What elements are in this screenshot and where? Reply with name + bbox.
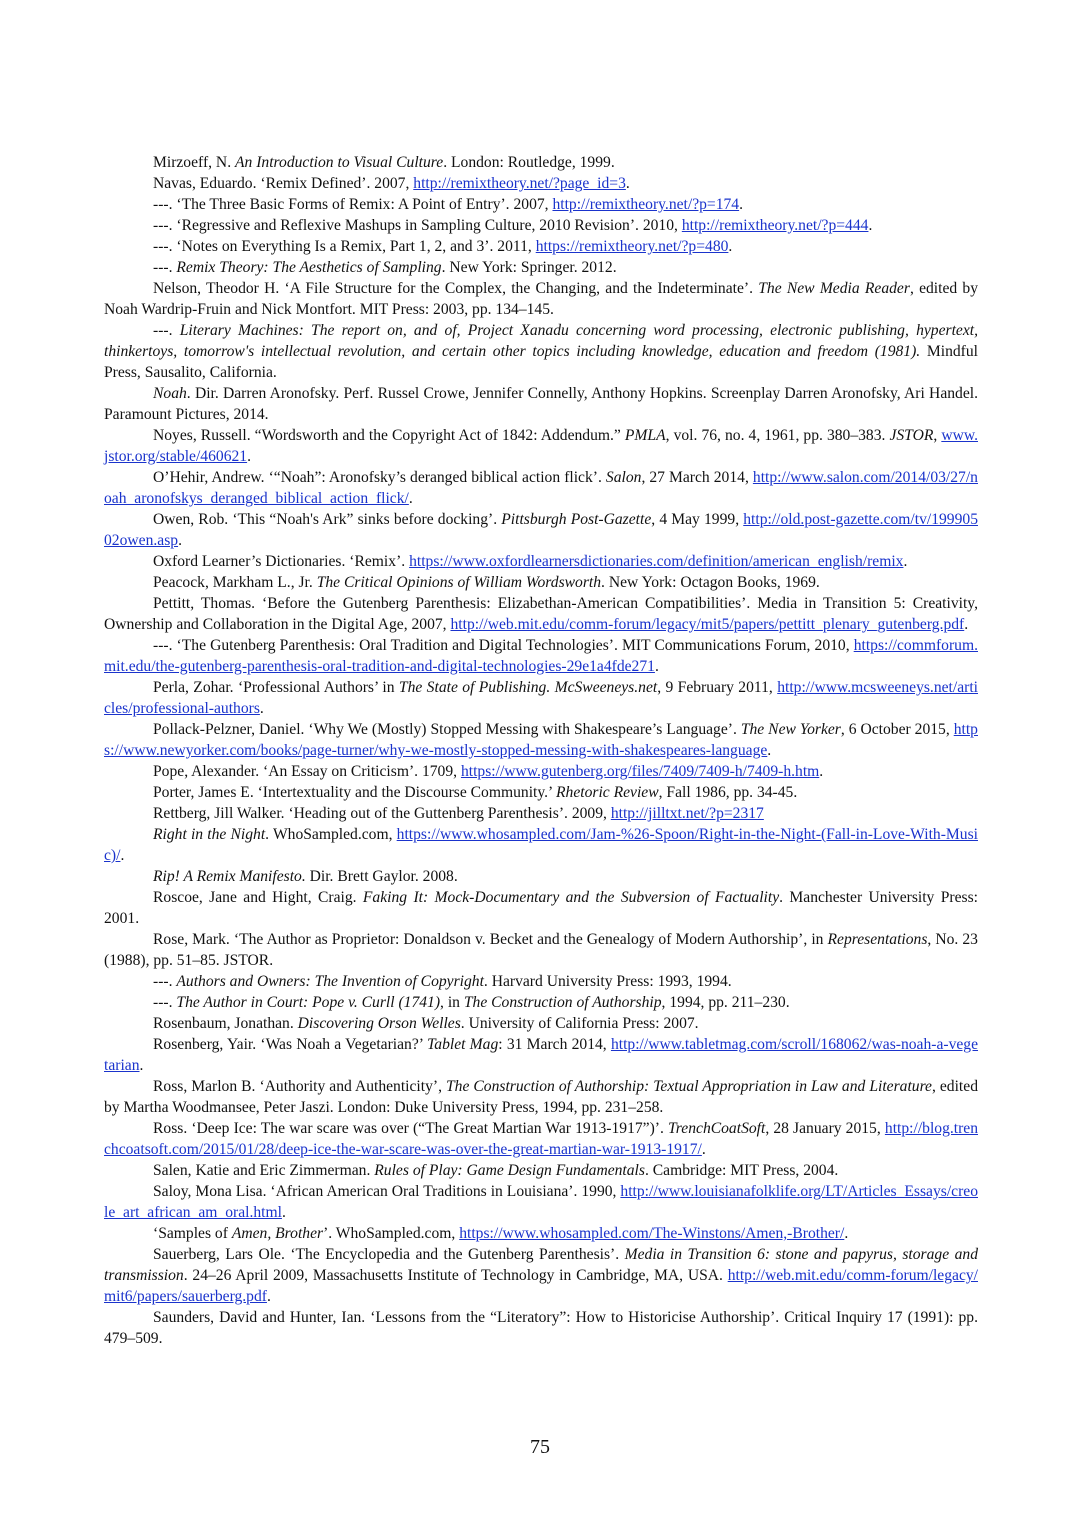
reference-text: Oxford Learner’s Dictionaries. ‘Remix’. <box>153 553 410 570</box>
reference-text: Navas, Eduardo. ‘Remix Defined’. 2007, <box>153 175 414 192</box>
reference-entry <box>104 887 978 929</box>
reference-text: , 28 January 2015, <box>765 1120 885 1137</box>
reference-text: . <box>728 238 733 255</box>
reference-text: ---. ‘The Three Basic Forms of Remix: A Point of Entry’. 2007, <box>153 196 553 213</box>
reference-link[interactable]: http://old.post-gazette.com/tv/19990502owen.asp <box>104 511 978 549</box>
reference-text: , edited by Noah Wardrip-Fruin and Nick Montfort. MIT Press: 2003, pp. 134–145. <box>104 280 979 318</box>
reference-text: . <box>654 658 659 675</box>
reference-link[interactable]: www.jstor.org/stable/460621 <box>104 427 978 465</box>
reference-title: Rules of Play: Game Design Fundamentals <box>374 1162 645 1179</box>
reference-text: , No. 23 (1988), pp. 51–85. JSTOR. <box>104 931 978 969</box>
reference-text: Ross. ‘Deep Ice: The war scare was over (“The Great Martian War 1913-1917”)’. <box>153 1120 668 1137</box>
reference-title: Tablet Mag <box>427 1036 499 1053</box>
reference-text: , 9 February 2011, <box>657 679 778 696</box>
reference-text: . <box>819 763 824 780</box>
reference-title: JSTOR <box>889 427 934 444</box>
reference-text: , 4 May 1999, <box>651 511 744 528</box>
reference-text: ---. ‘Notes on Everything Is a Remix, Part 1, 2, and 3’. 2011, <box>153 238 536 255</box>
reference-text: Owen, Rob. ‘This “Noah's Ark” sinks before docking’. <box>153 511 502 528</box>
reference-text: Sauerberg, Lars Ole. ‘The Encyclopedia and the Gutenberg Parenthesis’. <box>153 1246 625 1263</box>
reference-text: Mirzoeff, N. <box>153 154 235 171</box>
reference-title: Faking It: Mock-Documentary and the Subversion of Factuality <box>362 889 780 906</box>
reference-title: The Author in Court: Pope v. Curll (1741) <box>176 994 441 1011</box>
reference-text: . <box>281 1204 286 1221</box>
reference-text: ‘Samples of <box>153 1225 232 1242</box>
reference-text: Rosenberg, Yair. ‘Was Noah a Vegetarian?’ <box>153 1036 428 1053</box>
reference-entry <box>104 320 978 383</box>
reference-text: Dir. Brett Gaylor. 2008. <box>305 868 458 885</box>
reference-text: , in <box>440 994 464 1011</box>
reference-entry <box>104 1160 978 1181</box>
reference-link[interactable]: https://www.newyorker.com/books/page-turner/why-we-mostly-stopped-messing-with-shakespeares-language <box>104 721 978 759</box>
reference-entry <box>104 719 978 761</box>
reference-text: . London: Routledge, 1999. <box>443 154 615 171</box>
reference-title: Discovering Orson Welles <box>297 1015 461 1032</box>
reference-text: ---. <box>153 322 180 339</box>
reference-title: Salon <box>605 469 642 486</box>
reference-text: Pope, Alexander. ‘An Essay on Criticism’. 1709, <box>153 763 461 780</box>
reference-entry <box>104 782 978 803</box>
reference-link[interactable]: http://web.mit.edu/comm-forum/legacy/mit6/papers/sauerberg.pdf <box>104 1267 978 1305</box>
reference-entry <box>104 1244 978 1307</box>
reference-title: The Critical Opinions of William Wordsworth <box>316 574 602 591</box>
reference-link[interactable]: https://www.whosampled.com/The-Winstons/Amen,-Brother/ <box>459 1225 845 1242</box>
reference-text: : 31 March 2014, <box>498 1036 611 1053</box>
reference-title: Right in the Night <box>153 826 266 843</box>
reference-text: Porter, James E. ‘Intertextuality and the Discourse Community.’ <box>153 784 556 801</box>
reference-text: . <box>767 742 772 759</box>
reference-text: , vol. 76, no. 4, 1961, pp. 380–383. <box>665 427 890 444</box>
reference-title: Literary Machines: The report on, and of, Project Xanadu concerning word processing, electronic publishing, hypertext, thinkertoys, tomorrow's intellectual revolution, and certain other topics including knowledge, education and freedom (1981). <box>104 322 978 360</box>
reference-entry <box>104 1076 978 1118</box>
reference-title: Media in Transition 6: stone and papyrus, storage and transmission <box>104 1246 978 1284</box>
reference-text: . <box>408 490 413 507</box>
reference-title: Rip! A Remix Manifesto. <box>153 868 306 885</box>
reference-text: . Cambridge: MIT Press, 2004. <box>644 1162 839 1179</box>
reference-entry <box>104 425 978 467</box>
reference-text: , 1994, pp. 211–230. <box>661 994 790 1011</box>
reference-entry <box>104 635 978 677</box>
reference-text: Rettberg, Jill Walker. ‘Heading out of the Guttenberg Parenthesis’. 2009, <box>153 805 611 822</box>
reference-text: . University of California Press: 2007. <box>460 1015 699 1032</box>
reference-text: Saunders, David and Hunter, Ian. ‘Lessons from the “Literatory”: How to Historicise Authorship’. Critical Inquiry 17 (1991): pp. 479–509. <box>104 1309 978 1347</box>
reference-entry <box>104 383 978 425</box>
reference-entry <box>104 866 978 887</box>
reference-entry <box>104 992 978 1013</box>
reference-entry <box>104 677 978 719</box>
reference-text: . <box>903 553 908 570</box>
reference-title: PMLA <box>624 427 666 444</box>
reference-text: , edited by Martha Woodmansee, Peter Jaszi. London: Duke University Press, 1994, pp. 231–258. <box>104 1078 978 1116</box>
reference-title: The State of Publishing. McSweeneys.net <box>398 679 658 696</box>
reference-link[interactable]: http://www.salon.com/2014/03/27/noah_aronofskys_deranged_biblical_action_flick/ <box>104 469 978 507</box>
reference-text: . <box>178 532 182 549</box>
reference-title: Pittsburgh Post-Gazette <box>501 511 652 528</box>
reference-entry <box>104 1307 978 1349</box>
reference-link[interactable]: http://remixtheory.net/?p=444 <box>681 217 869 234</box>
reference-text: Perla, Zohar. ‘Professional Authors’ in <box>153 679 399 696</box>
reference-text: ---. <box>153 259 177 276</box>
reference-entry <box>104 971 978 992</box>
reference-title: An Introduction to Visual Culture <box>235 154 444 171</box>
reference-text: ---. <box>153 973 177 990</box>
reference-text: . New York: Springer. 2012. <box>441 259 617 276</box>
reference-entry <box>104 278 978 320</box>
reference-text: ’. WhoSampled.com, <box>323 1225 460 1242</box>
reference-entry <box>104 1181 978 1223</box>
reference-text: . WhoSampled.com, <box>265 826 397 843</box>
reference-text: . <box>868 217 873 234</box>
reference-text: , 6 October 2015, <box>840 721 954 738</box>
reference-text: . <box>844 1225 849 1242</box>
reference-entry <box>104 215 978 236</box>
reference-text: , <box>933 427 942 444</box>
reference-text: ---. <box>153 994 177 1011</box>
reference-link[interactable]: http://remixtheory.net/?page_id=3 <box>413 175 626 192</box>
reference-text: Rosenbaum, Jonathan. <box>153 1015 298 1032</box>
reference-text: . <box>266 1288 271 1305</box>
reference-text: . <box>247 448 251 465</box>
reference-text: . <box>739 196 744 213</box>
reference-entry <box>104 1013 978 1034</box>
reference-text: Ross, Marlon B. ‘Authority and Authenticity’, <box>153 1078 446 1095</box>
reference-text: . Dir. Darren Aronofsky. Perf. Russel Crowe, Jennifer Connelly, Anthony Hopkins. Screenplay Darren Aronofsky, Ari Handel. Paramount Pictures, 2014. <box>104 385 978 423</box>
reference-entry <box>104 803 978 824</box>
reference-list <box>104 152 978 1349</box>
reference-title: Authors and Owners: The Invention of Copyright <box>176 973 484 990</box>
reference-entry <box>104 236 978 257</box>
reference-text: Saloy, Mona Lisa. ‘African American Oral Traditions in Louisiana’. 1990, <box>153 1183 621 1200</box>
reference-text: . New York: Octagon Books, 1969. <box>601 574 820 591</box>
reference-title: The Construction of Authorship <box>463 994 662 1011</box>
reference-link[interactable]: http://www.mcsweeneys.net/articles/professional-authors <box>104 679 978 717</box>
reference-text: . <box>701 1141 706 1158</box>
reference-text: Roscoe, Jane and Hight, Craig. <box>153 889 363 906</box>
reference-entry <box>104 761 978 782</box>
reference-entry <box>104 467 978 509</box>
reference-entry <box>104 194 978 215</box>
reference-title: Representations <box>827 931 928 948</box>
reference-text: Rose, Mark. ‘The Author as Proprietor: Donaldson v. Becket and the Genealogy of Modern Authorship’, in <box>153 931 828 948</box>
reference-text: . <box>139 1057 144 1074</box>
reference-link[interactable]: http://blog.trenchcoatsoft.com/2015/01/28/deep-ice-the-war-scare-was-over-the-great-martian-war-1913-1917/ <box>104 1120 979 1158</box>
reference-link[interactable]: http://www.tabletmag.com/scroll/168062/was-noah-a-vegetarian <box>104 1036 979 1074</box>
reference-text: O’Hehir, Andrew. ‘“Noah”: Aronofsky’s deranged biblical action flick’. <box>153 469 606 486</box>
reference-entry <box>104 824 978 866</box>
reference-title: The Construction of Authorship: Textual Appropriation in Law and Literature <box>446 1078 932 1095</box>
page-number: 75 <box>530 1436 550 1458</box>
reference-text: . <box>625 175 630 192</box>
reference-entry <box>104 929 978 971</box>
reference-link[interactable]: https://www.gutenberg.org/files/7409/7409-h/7409-h.htm <box>460 763 820 780</box>
reference-entry <box>104 1223 978 1244</box>
reference-text: . Manchester University Press: 2001. <box>104 889 978 927</box>
reference-text: ---. ‘The Gutenberg Parenthesis: Oral Tradition and Digital Technologies’. MIT Communications Forum, 2010, <box>153 637 854 654</box>
reference-text: . 24–26 April 2009, Massachusetts Institute of Technology in Cambridge, MA, USA. <box>183 1267 728 1284</box>
reference-text: Mindful Press, Sausalito, California. <box>104 343 978 381</box>
reference-title: Rhetoric Review <box>556 784 659 801</box>
reference-text: Pettitt, Thomas. ‘Before the Gutenberg Parenthesis: Elizabethan-American Compatibilities’. Media in Transition 5: Creativity, Ownership and Collaboration in the Digital Age, 2007, <box>104 595 978 633</box>
reference-entry <box>104 1118 978 1160</box>
reference-text: . Harvard University Press: 1993, 1994. <box>483 973 732 990</box>
reference-title: TrenchCoatSoft <box>668 1120 766 1137</box>
reference-text: ---. ‘Regressive and Reflexive Mashups in Sampling Culture, 2010 Revision’. 2010, <box>153 217 682 234</box>
reference-link[interactable]: http://web.mit.edu/comm-forum/legacy/mit5/papers/pettitt_plenary_gutenberg.pdf <box>450 616 965 633</box>
reference-link[interactable]: http://remixtheory.net/?p=174 <box>552 196 740 213</box>
reference-link[interactable]: http://www.louisianafolklife.org/LT/Articles_Essays/creole_art_african_am_oral.html <box>104 1183 978 1221</box>
reference-link[interactable]: https://commforum.mit.edu/the-gutenberg-parenthesis-oral-tradition-and-digital-technologies-29e1a4fde271 <box>104 637 978 675</box>
reference-entry <box>104 572 978 593</box>
reference-entry <box>104 152 978 173</box>
reference-link[interactable]: https://www.whosampled.com/Jam-%26-Spoon/Right-in-the-Night-(Fall-in-Love-With-Music)/ <box>104 826 978 864</box>
reference-link[interactable]: http://jilltxt.net/?p=2317 <box>610 805 764 822</box>
reference-entry <box>104 173 978 194</box>
reference-entry <box>104 509 978 551</box>
reference-link[interactable]: https://remixtheory.net/?p=480 <box>535 238 729 255</box>
reference-text: . <box>259 700 264 717</box>
reference-text: , 27 March 2014, <box>641 469 753 486</box>
reference-entry <box>104 1034 978 1076</box>
reference-link[interactable]: https://www.oxfordlearnersdictionaries.com/definition/american_english/remix <box>409 553 904 570</box>
reference-text: . <box>120 847 125 864</box>
reference-text: Nelson, Theodor H. ‘A File Structure for the Complex, the Changing, and the Indeterminate’. <box>153 280 759 297</box>
reference-entry <box>104 593 978 635</box>
reference-entry <box>104 551 978 572</box>
reference-entry <box>104 257 978 278</box>
reference-title: The New Yorker <box>740 721 841 738</box>
reference-title: The New Media Reader <box>758 280 910 297</box>
reference-text: Noyes, Russell. “Wordsworth and the Copyright Act of 1842: Addendum.” <box>153 427 625 444</box>
reference-text: . <box>964 616 969 633</box>
reference-title: Remix Theory: The Aesthetics of Sampling <box>176 259 442 276</box>
reference-title: Amen, Brother <box>231 1225 324 1242</box>
reference-text: Peacock, Markham L., Jr. <box>153 574 317 591</box>
reference-text: , Fall 1986, pp. 34-45. <box>658 784 798 801</box>
reference-title: Noah <box>153 385 187 402</box>
reference-text: Salen, Katie and Eric Zimmerman. <box>153 1162 375 1179</box>
reference-text: Pollack-Pelzner, Daniel. ‘Why We (Mostly) Stopped Messing with Shakespeare’s Language’. <box>153 721 741 738</box>
